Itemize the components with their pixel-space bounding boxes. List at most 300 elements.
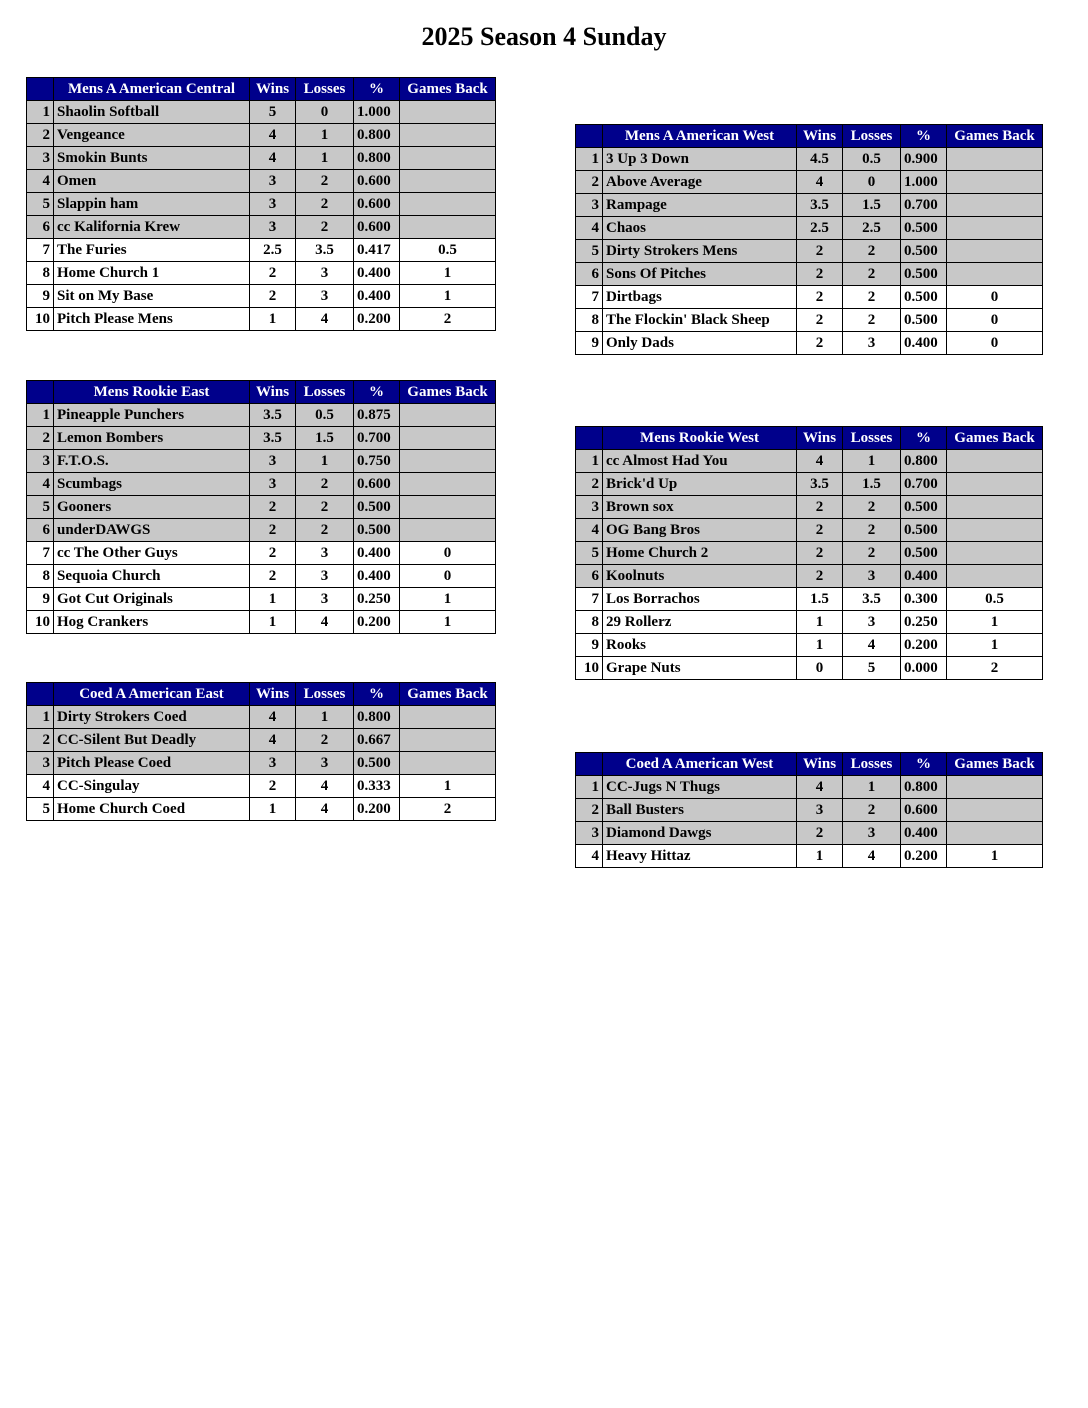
team-name-cell: Los Borrachos: [603, 588, 797, 611]
losses-cell: 4: [296, 798, 354, 821]
team-name-cell: Home Church 2: [603, 542, 797, 565]
team-name-cell: CC-Singulay: [54, 775, 250, 798]
division-name: Mens A American West: [603, 125, 797, 148]
table-row: [27, 565, 496, 588]
rank-cell: 4: [27, 775, 54, 798]
wins-cell: 1: [250, 308, 296, 331]
losses-cell: 2: [296, 193, 354, 216]
team-name-cell: Above Average: [603, 171, 797, 194]
pct-cell: 0.600: [354, 193, 400, 216]
pct-cell: 0.700: [901, 194, 947, 217]
team-name-cell: Pineapple Punchers: [54, 404, 250, 427]
team-name-cell: The Furies: [54, 239, 250, 262]
games-back-cell: [947, 799, 1043, 822]
wins-cell: 2: [797, 496, 843, 519]
header-row: [576, 427, 1043, 450]
wins-cell: 1: [797, 845, 843, 868]
header-wins: Wins: [250, 683, 296, 706]
wins-cell: 3: [250, 450, 296, 473]
pct-cell: 0.333: [354, 775, 400, 798]
rank-cell: 10: [27, 611, 54, 634]
team-name-cell: Hog Crankers: [54, 611, 250, 634]
wins-cell: 4: [250, 147, 296, 170]
rank-cell: 2: [576, 799, 603, 822]
table-row: [576, 799, 1043, 822]
wins-cell: 3: [797, 799, 843, 822]
losses-cell: 3: [843, 565, 901, 588]
games-back-cell: [400, 427, 496, 450]
pct-cell: 0.800: [901, 450, 947, 473]
games-back-cell: 0: [947, 286, 1043, 309]
losses-cell: 2: [843, 542, 901, 565]
wins-cell: 1: [797, 634, 843, 657]
header-games-back: Games Back: [400, 683, 496, 706]
pct-cell: 0.800: [354, 147, 400, 170]
games-back-cell: [400, 496, 496, 519]
table-row: [576, 240, 1043, 263]
games-back-cell: [400, 404, 496, 427]
losses-cell: 0: [296, 101, 354, 124]
games-back-cell: [947, 194, 1043, 217]
team-name-cell: Dirty Strokers Mens: [603, 240, 797, 263]
pct-cell: 0.000: [901, 657, 947, 680]
team-name-cell: Brown sox: [603, 496, 797, 519]
rank-cell: 10: [27, 308, 54, 331]
header-losses: Losses: [843, 753, 901, 776]
games-back-cell: 0: [947, 309, 1043, 332]
team-name-cell: Got Cut Originals: [54, 588, 250, 611]
header-wins: Wins: [797, 427, 843, 450]
rank-cell: 9: [576, 634, 603, 657]
wins-cell: 2: [797, 519, 843, 542]
team-name-cell: Scumbags: [54, 473, 250, 496]
pct-cell: 0.600: [354, 473, 400, 496]
rank-cell: 7: [27, 542, 54, 565]
wins-cell: 2: [797, 286, 843, 309]
pct-cell: 0.500: [901, 496, 947, 519]
table-row: [27, 775, 496, 798]
wins-cell: 1: [250, 588, 296, 611]
wins-cell: 2: [797, 542, 843, 565]
rank-cell: 5: [576, 542, 603, 565]
table-row: [27, 427, 496, 450]
wins-cell: 3.5: [797, 194, 843, 217]
wins-cell: 3.5: [250, 404, 296, 427]
losses-cell: 2: [296, 216, 354, 239]
wins-cell: 2: [250, 775, 296, 798]
table-row: [27, 542, 496, 565]
rank-cell: 6: [27, 519, 54, 542]
pct-cell: 0.600: [354, 216, 400, 239]
table-row: [27, 706, 496, 729]
rank-cell: 7: [576, 286, 603, 309]
losses-cell: 3: [296, 588, 354, 611]
losses-cell: 1.5: [296, 427, 354, 450]
team-name-cell: underDAWGS: [54, 519, 250, 542]
wins-cell: 1.5: [797, 588, 843, 611]
rank-cell: 6: [576, 263, 603, 286]
losses-cell: 2: [843, 240, 901, 263]
table-row: [576, 148, 1043, 171]
division-name: Coed A American West: [603, 753, 797, 776]
games-back-cell: [947, 450, 1043, 473]
losses-cell: 2: [296, 496, 354, 519]
wins-cell: 1: [250, 611, 296, 634]
wins-cell: 0: [797, 657, 843, 680]
team-name-cell: Rampage: [603, 194, 797, 217]
pct-cell: 0.400: [901, 332, 947, 355]
pct-cell: 0.600: [901, 799, 947, 822]
rank-cell: 2: [27, 427, 54, 450]
table-row: [27, 170, 496, 193]
table-row: [27, 193, 496, 216]
team-name-cell: Slappin ham: [54, 193, 250, 216]
pct-cell: 1.000: [354, 101, 400, 124]
rank-cell: 2: [576, 171, 603, 194]
games-back-cell: 2: [400, 798, 496, 821]
wins-cell: 3: [250, 193, 296, 216]
rank-cell: 8: [576, 309, 603, 332]
table-row: [27, 285, 496, 308]
games-back-cell: [947, 565, 1043, 588]
header-losses: Losses: [296, 381, 354, 404]
losses-cell: 4: [843, 634, 901, 657]
team-name-cell: Pitch Please Coed: [54, 752, 250, 775]
pct-cell: 0.700: [354, 427, 400, 450]
games-back-cell: [400, 729, 496, 752]
table-row: [27, 216, 496, 239]
team-name-cell: OG Bang Bros: [603, 519, 797, 542]
losses-cell: 3: [296, 752, 354, 775]
losses-cell: 2: [843, 519, 901, 542]
team-name-cell: Grape Nuts: [603, 657, 797, 680]
team-name-cell: Ball Busters: [603, 799, 797, 822]
games-back-cell: 1: [400, 262, 496, 285]
pct-cell: 0.200: [354, 611, 400, 634]
wins-cell: 4: [797, 450, 843, 473]
rank-cell: 9: [576, 332, 603, 355]
games-back-cell: 1: [400, 775, 496, 798]
rank-cell: 10: [576, 657, 603, 680]
pct-cell: 0.500: [354, 519, 400, 542]
wins-cell: 2: [797, 822, 843, 845]
header-games-back: Games Back: [947, 753, 1043, 776]
pct-cell: 0.300: [901, 588, 947, 611]
division-name: Mens A American Central: [54, 78, 250, 101]
losses-cell: 4: [296, 775, 354, 798]
wins-cell: 4.5: [797, 148, 843, 171]
team-name-cell: Pitch Please Mens: [54, 308, 250, 331]
pct-cell: 0.400: [354, 285, 400, 308]
standings-table-mens-a-american-central: [26, 77, 496, 331]
table-row: [27, 496, 496, 519]
pct-cell: 0.417: [354, 239, 400, 262]
pct-cell: 0.900: [901, 148, 947, 171]
losses-cell: 3: [296, 262, 354, 285]
wins-cell: 1: [250, 798, 296, 821]
header-pct: %: [901, 427, 947, 450]
games-back-cell: [400, 170, 496, 193]
pct-cell: 0.400: [901, 822, 947, 845]
division-name: Mens Rookie West: [603, 427, 797, 450]
table-row: [576, 217, 1043, 240]
pct-cell: 0.500: [901, 263, 947, 286]
table-row: [27, 611, 496, 634]
pct-cell: 0.500: [901, 286, 947, 309]
team-name-cell: Koolnuts: [603, 565, 797, 588]
games-back-cell: 1: [400, 285, 496, 308]
table-row: [576, 588, 1043, 611]
rank-cell: 1: [27, 404, 54, 427]
header-wins: Wins: [250, 381, 296, 404]
rank-cell: 9: [27, 285, 54, 308]
team-name-cell: Gooners: [54, 496, 250, 519]
table-row: [27, 588, 496, 611]
table-row: [576, 565, 1043, 588]
team-name-cell: Shaolin Softball: [54, 101, 250, 124]
losses-cell: 1: [296, 450, 354, 473]
rank-cell: 4: [27, 473, 54, 496]
pct-cell: 0.200: [901, 845, 947, 868]
wins-cell: 2: [250, 542, 296, 565]
table-row: [576, 332, 1043, 355]
losses-cell: 2: [843, 309, 901, 332]
header-rank: [27, 683, 54, 706]
games-back-cell: 2: [947, 657, 1043, 680]
table-row: [27, 308, 496, 331]
games-back-cell: [400, 124, 496, 147]
wins-cell: 3: [250, 216, 296, 239]
games-back-cell: [947, 519, 1043, 542]
wins-cell: 2: [250, 285, 296, 308]
pct-cell: 0.250: [901, 611, 947, 634]
pct-cell: 0.700: [901, 473, 947, 496]
pct-cell: 0.500: [354, 752, 400, 775]
team-name-cell: The Flockin' Black Sheep: [603, 309, 797, 332]
rank-cell: 4: [27, 170, 54, 193]
team-name-cell: Brick'd Up: [603, 473, 797, 496]
pct-cell: 1.000: [901, 171, 947, 194]
losses-cell: 2: [843, 286, 901, 309]
wins-cell: 2: [250, 565, 296, 588]
header-games-back: Games Back: [400, 381, 496, 404]
header-losses: Losses: [296, 683, 354, 706]
pct-cell: 0.400: [901, 565, 947, 588]
team-name-cell: 3 Up 3 Down: [603, 148, 797, 171]
team-name-cell: CC-Silent But Deadly: [54, 729, 250, 752]
pct-cell: 0.200: [354, 308, 400, 331]
pct-cell: 0.800: [354, 706, 400, 729]
rank-cell: 2: [576, 473, 603, 496]
games-back-cell: [947, 171, 1043, 194]
table-row: [27, 239, 496, 262]
header-games-back: Games Back: [947, 125, 1043, 148]
losses-cell: 3: [296, 542, 354, 565]
games-back-cell: [947, 263, 1043, 286]
losses-cell: 2: [843, 496, 901, 519]
header-wins: Wins: [797, 125, 843, 148]
games-back-cell: [947, 473, 1043, 496]
table-row: [576, 286, 1043, 309]
header-pct: %: [901, 753, 947, 776]
rank-cell: 3: [27, 450, 54, 473]
pct-cell: 0.400: [354, 542, 400, 565]
losses-cell: 3: [296, 285, 354, 308]
table-row: [576, 611, 1043, 634]
losses-cell: 1: [296, 147, 354, 170]
rank-cell: 3: [27, 147, 54, 170]
header-pct: %: [354, 381, 400, 404]
losses-cell: 2: [296, 473, 354, 496]
team-name-cell: Lemon Bombers: [54, 427, 250, 450]
team-name-cell: Sequoia Church: [54, 565, 250, 588]
team-name-cell: Diamond Dawgs: [603, 822, 797, 845]
pct-cell: 0.600: [354, 170, 400, 193]
header-rank: [27, 78, 54, 101]
rank-cell: 5: [576, 240, 603, 263]
team-name-cell: CC-Jugs N Thugs: [603, 776, 797, 799]
losses-cell: 3.5: [843, 588, 901, 611]
table-row: [27, 262, 496, 285]
pct-cell: 0.200: [354, 798, 400, 821]
table-row: [27, 473, 496, 496]
wins-cell: 2: [797, 263, 843, 286]
wins-cell: 4: [797, 171, 843, 194]
games-back-cell: 1: [400, 588, 496, 611]
table-row: [27, 450, 496, 473]
games-back-cell: [400, 193, 496, 216]
losses-cell: 2: [296, 729, 354, 752]
standings-table-mens-a-american-west: [575, 124, 1043, 355]
losses-cell: 1: [843, 450, 901, 473]
team-name-cell: F.T.O.S.: [54, 450, 250, 473]
table-row: [576, 634, 1043, 657]
losses-cell: 2.5: [843, 217, 901, 240]
losses-cell: 3: [843, 822, 901, 845]
team-name-cell: Vengeance: [54, 124, 250, 147]
rank-cell: 1: [27, 101, 54, 124]
rank-cell: 1: [576, 450, 603, 473]
header-rank: [27, 381, 54, 404]
header-games-back: Games Back: [947, 427, 1043, 450]
games-back-cell: 0: [947, 332, 1043, 355]
rank-cell: 3: [27, 752, 54, 775]
losses-cell: 3: [296, 565, 354, 588]
team-name-cell: Heavy Hittaz: [603, 845, 797, 868]
rank-cell: 5: [27, 798, 54, 821]
header-pct: %: [354, 683, 400, 706]
header-row: [576, 125, 1043, 148]
rank-cell: 4: [576, 217, 603, 240]
games-back-cell: [947, 148, 1043, 171]
table-row: [576, 263, 1043, 286]
header-rank: [576, 427, 603, 450]
team-name-cell: Dirty Strokers Coed: [54, 706, 250, 729]
games-back-cell: [400, 706, 496, 729]
header-losses: Losses: [843, 427, 901, 450]
wins-cell: 5: [250, 101, 296, 124]
header-pct: %: [354, 78, 400, 101]
table-row: [576, 194, 1043, 217]
losses-cell: 2: [296, 170, 354, 193]
games-back-cell: [400, 216, 496, 239]
games-back-cell: 0: [400, 565, 496, 588]
header-row: [27, 683, 496, 706]
team-name-cell: Only Dads: [603, 332, 797, 355]
rank-cell: 8: [27, 262, 54, 285]
standings-table-coed-a-american-east: [26, 682, 496, 821]
games-back-cell: [947, 217, 1043, 240]
header-losses: Losses: [296, 78, 354, 101]
wins-cell: 2: [250, 496, 296, 519]
losses-cell: 1.5: [843, 194, 901, 217]
rank-cell: 7: [27, 239, 54, 262]
games-back-cell: [947, 776, 1043, 799]
rank-cell: 4: [576, 845, 603, 868]
wins-cell: 2: [797, 565, 843, 588]
table-row: [576, 519, 1043, 542]
rank-cell: 4: [576, 519, 603, 542]
team-name-cell: Sit on My Base: [54, 285, 250, 308]
losses-cell: 3.5: [296, 239, 354, 262]
games-back-cell: 0.5: [947, 588, 1043, 611]
table-row: [576, 845, 1043, 868]
pct-cell: 0.400: [354, 565, 400, 588]
pct-cell: 0.250: [354, 588, 400, 611]
team-name-cell: Dirtbags: [603, 286, 797, 309]
rank-cell: 5: [27, 496, 54, 519]
wins-cell: 4: [797, 776, 843, 799]
division-name: Mens Rookie East: [54, 381, 250, 404]
pct-cell: 0.500: [901, 217, 947, 240]
games-back-cell: [400, 101, 496, 124]
table-row: [576, 542, 1043, 565]
wins-cell: 4: [250, 706, 296, 729]
games-back-cell: 1: [947, 845, 1043, 868]
table-row: [576, 450, 1043, 473]
rank-cell: 8: [27, 565, 54, 588]
table-row: [27, 752, 496, 775]
wins-cell: 3.5: [250, 427, 296, 450]
header-row: [576, 753, 1043, 776]
team-name-cell: Sons Of Pitches: [603, 263, 797, 286]
team-name-cell: Chaos: [603, 217, 797, 240]
standings-table-mens-rookie-east: [26, 380, 496, 634]
games-back-cell: [947, 822, 1043, 845]
wins-cell: 2.5: [250, 239, 296, 262]
table-row: [27, 729, 496, 752]
games-back-cell: [400, 519, 496, 542]
games-back-cell: 1: [400, 611, 496, 634]
pct-cell: 0.750: [354, 450, 400, 473]
games-back-cell: [400, 473, 496, 496]
pct-cell: 0.500: [901, 240, 947, 263]
games-back-cell: [947, 496, 1043, 519]
pct-cell: 0.400: [354, 262, 400, 285]
table-row: [27, 101, 496, 124]
pct-cell: 0.500: [901, 542, 947, 565]
losses-cell: 5: [843, 657, 901, 680]
table-row: [576, 473, 1043, 496]
rank-cell: 8: [576, 611, 603, 634]
table-row: [27, 519, 496, 542]
losses-cell: 4: [843, 845, 901, 868]
games-back-cell: [400, 752, 496, 775]
games-back-cell: [400, 450, 496, 473]
table-row: [576, 776, 1043, 799]
losses-cell: 1: [843, 776, 901, 799]
team-name-cell: Omen: [54, 170, 250, 193]
